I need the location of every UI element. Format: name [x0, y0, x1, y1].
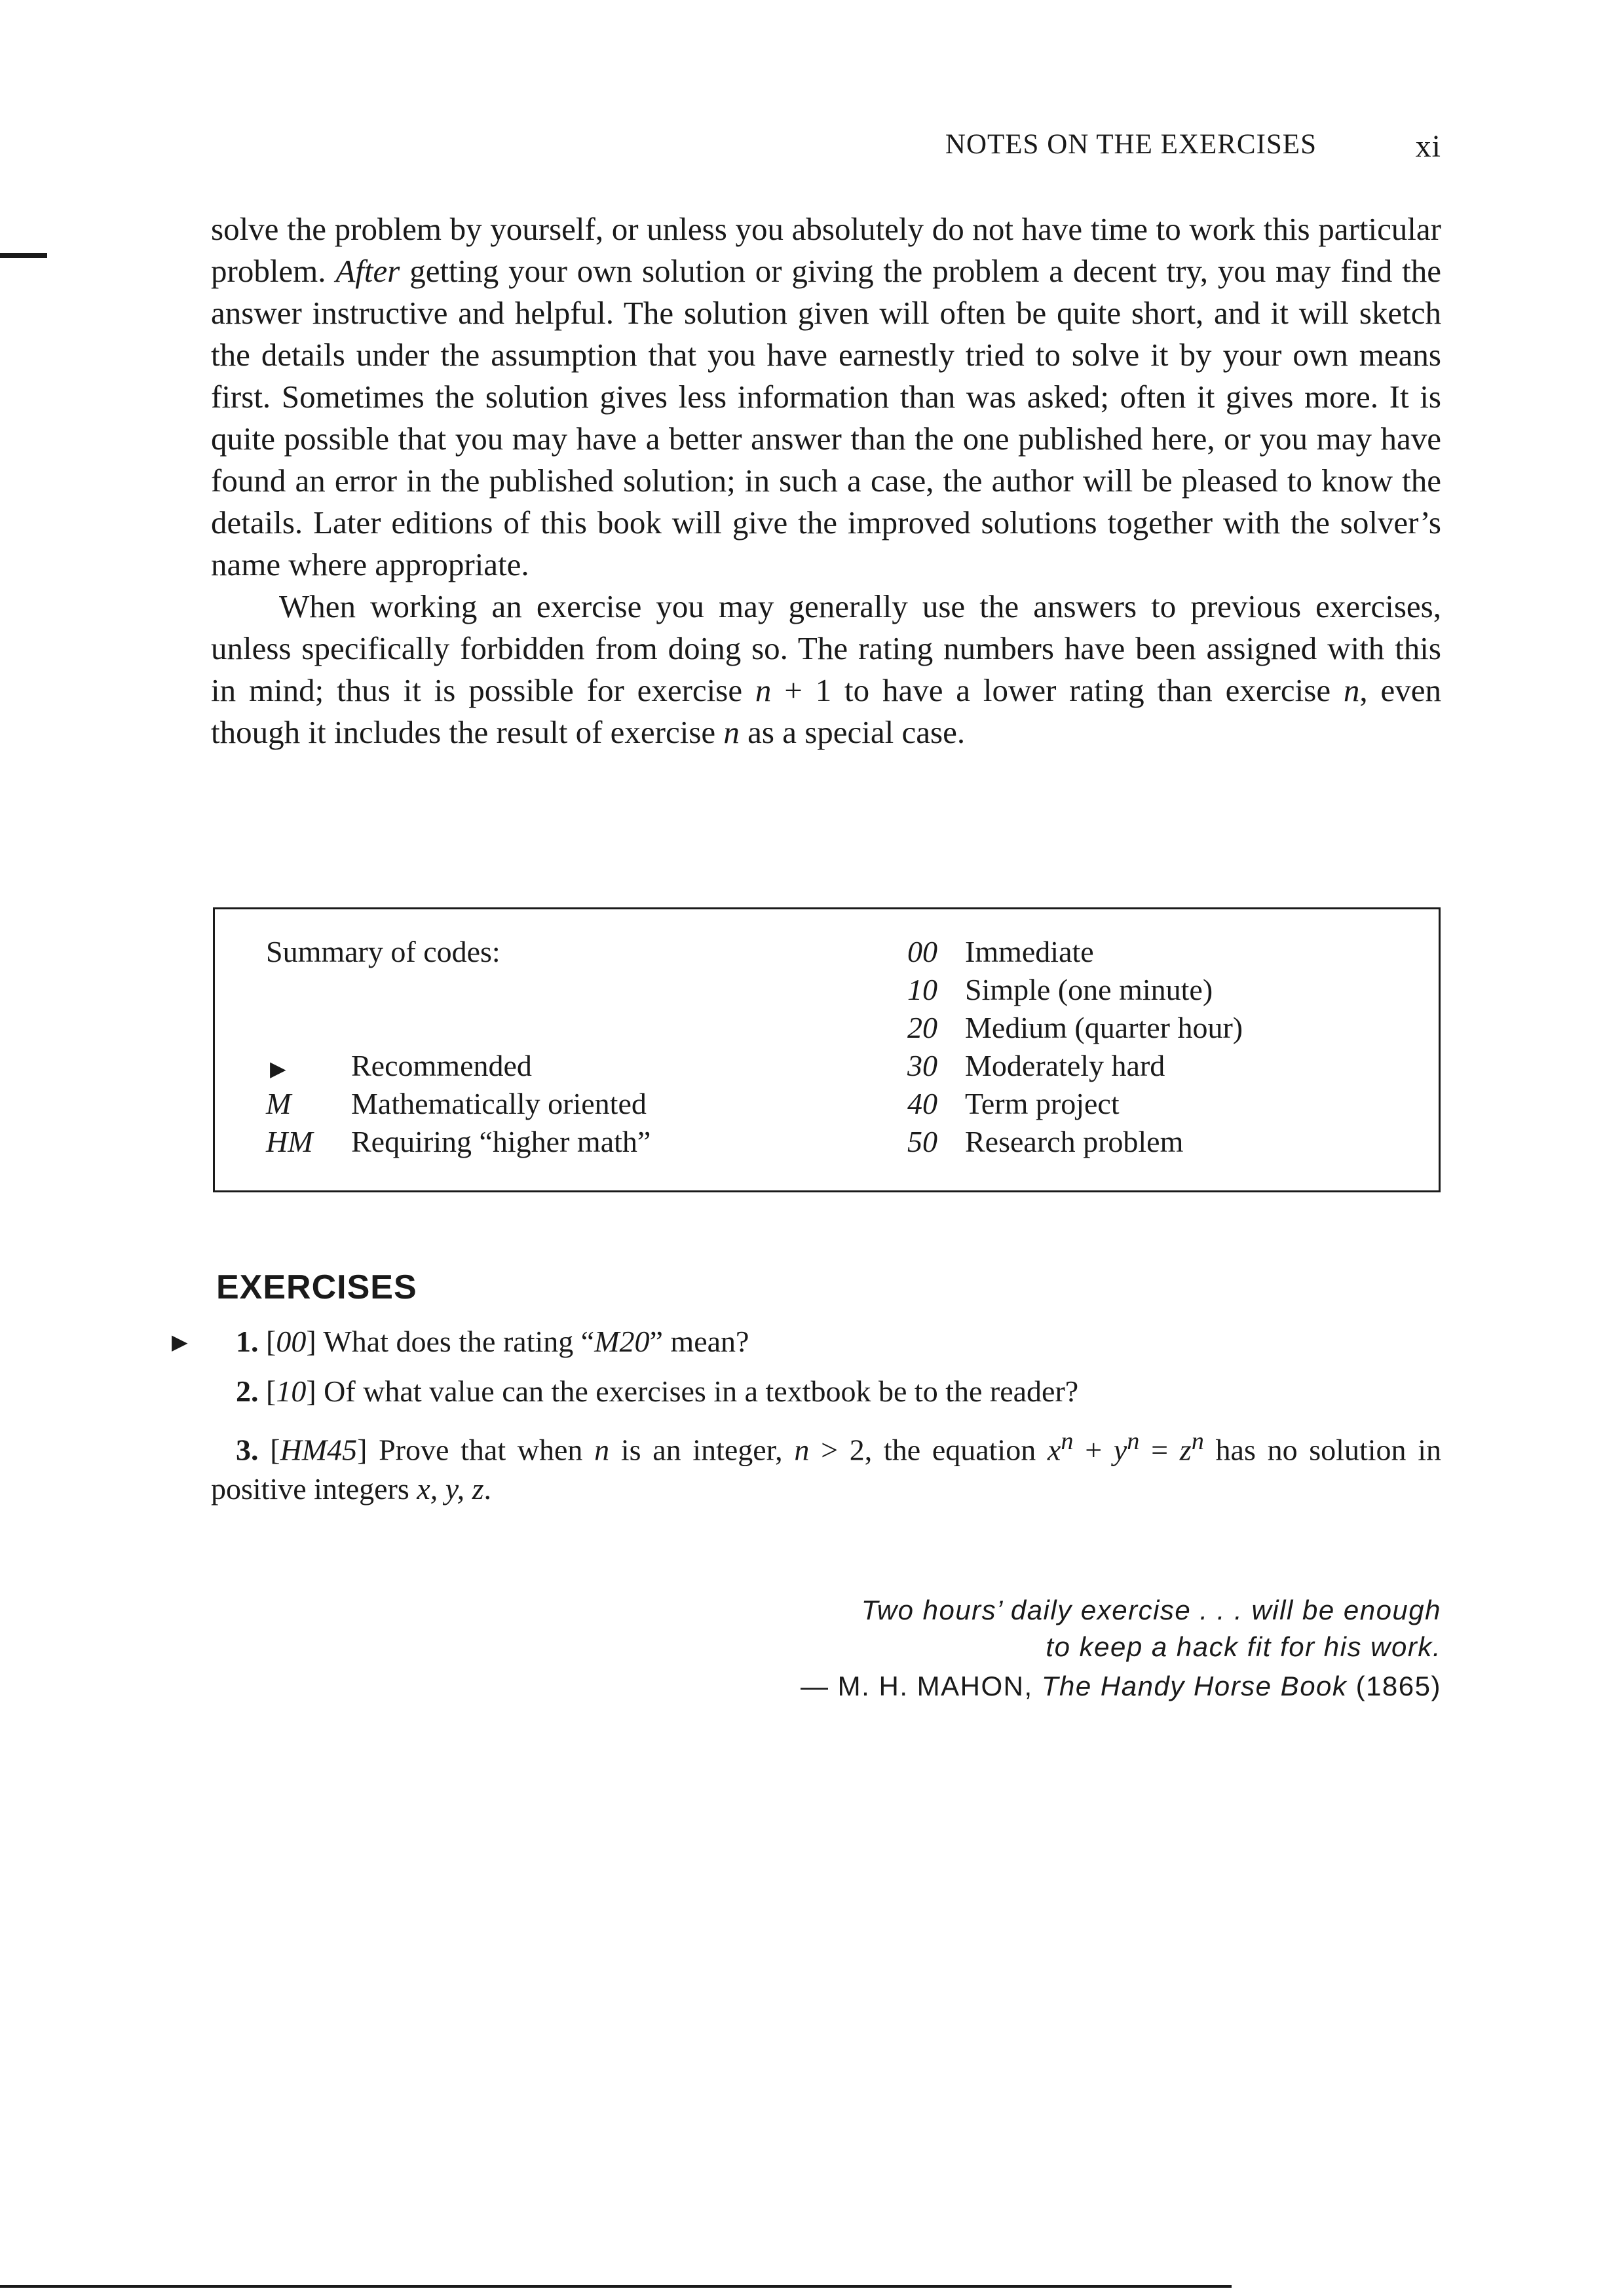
summary-of-codes-box [213, 907, 1441, 1192]
rating-bracket-close: ] [357, 1433, 368, 1467]
recommended-triangle-icon: ▶ [172, 1330, 188, 1354]
rating-code: 20 [907, 1011, 937, 1044]
rating-meaning: Simple (one minute) [965, 973, 1213, 1006]
rating-meaning: Research problem [965, 1125, 1184, 1158]
paragraph-2-text-b: + 1 to have a lower rating than exercise [771, 672, 1344, 708]
rating-meaning: Immediate [965, 935, 1094, 968]
exercise-text: ” mean? [649, 1325, 749, 1358]
math-exponent-n: n [1061, 1428, 1074, 1455]
rating-bracket-open: [ [270, 1433, 280, 1467]
rating-meaning: Medium (quarter hour) [965, 1011, 1243, 1044]
page-number: xi [1415, 129, 1441, 164]
math-n: n [1343, 672, 1360, 708]
exercise-rating: HM45 [280, 1433, 358, 1467]
bottom-rule [0, 2285, 1232, 2288]
exercise-number: 3. [236, 1433, 259, 1467]
rating-meaning: Term project [965, 1087, 1120, 1120]
math-equals: = [1139, 1433, 1180, 1467]
epigraph-year: (1865) [1347, 1671, 1441, 1701]
recommended-triangle-icon: ▶ [270, 1057, 286, 1080]
math-n: n [794, 1433, 810, 1467]
code-meaning: Requiring “higher math” [351, 1125, 651, 1158]
epigraph-author: — M. H. MAHON, [801, 1671, 1042, 1701]
exercise-list [172, 1322, 1441, 1519]
epigraph-quote-line-1: Two hours’ daily exercise . . . will be enough [861, 1595, 1441, 1625]
rating-code: 40 [907, 1087, 937, 1120]
rating-bracket-open: [ [266, 1325, 276, 1358]
rating-row-00 [870, 934, 1094, 972]
paragraph-2-text-c: , even though it includes the result of exercise [211, 672, 1441, 750]
math-y: y [1113, 1433, 1127, 1467]
math-z: z [1179, 1433, 1192, 1467]
epigraph-book-title: The Handy Horse Book [1041, 1671, 1348, 1701]
math-variables: x, y, z [417, 1472, 484, 1506]
rating-row-30 [870, 1048, 1165, 1086]
paragraph-2-text-d: as a special case. [739, 714, 966, 750]
rating-row-50 [870, 1124, 1183, 1162]
rating-row-20 [870, 1010, 1243, 1048]
epigraph-quote-line-2: to keep a hack fit for his work. [1046, 1631, 1441, 1662]
exercise-text: . [483, 1472, 491, 1506]
exercises-heading: EXERCISES [216, 1268, 417, 1306]
exercise-text: Of what value can the exercises in a textbook be to the reader? [316, 1374, 1079, 1408]
epigraph [590, 1592, 1441, 1705]
exercise-1 [172, 1322, 1441, 1361]
body-text [211, 208, 1441, 753]
exercise-number: 2. [236, 1374, 259, 1408]
emphasis-after: After [335, 253, 400, 289]
exercise-rating: 10 [276, 1374, 307, 1408]
rating-bracket-close: ] [306, 1325, 316, 1358]
exercise-text: What does the rating “ [316, 1325, 595, 1358]
rating-bracket-open: [ [266, 1374, 276, 1408]
margin-mark [0, 253, 47, 258]
rating-row-40 [870, 1086, 1120, 1124]
paragraph-1-text-a: solve the problem by yourself, or unless you absolutely do not have time to work this particular problem. [211, 211, 1441, 289]
exercise-rating: 00 [276, 1325, 307, 1358]
math-n: n [755, 672, 772, 708]
code-meaning: Mathematically oriented [351, 1087, 647, 1120]
exercise-3 [211, 1422, 1441, 1509]
epigraph-attribution [590, 1668, 1441, 1705]
exercise-text: Prove that when [367, 1433, 595, 1467]
code-meaning: Recommended [351, 1049, 532, 1082]
summary-label: Summary of codes: [266, 935, 500, 968]
running-head-title: NOTES ON THE EXERCISES [945, 129, 1317, 160]
code-symbol: HM [266, 1125, 313, 1158]
rating-code: 30 [907, 1049, 937, 1082]
exercise-text: has no solution in positive integers [211, 1433, 1441, 1506]
exercise-text: is an integer, [609, 1433, 795, 1467]
code-row-mathematical [266, 1086, 647, 1124]
code-row-higher-math [266, 1124, 651, 1162]
exercise-2 [211, 1372, 1441, 1411]
rating-code: 00 [907, 935, 937, 968]
rating-code: 10 [907, 973, 937, 1006]
exercise-text-rating-m20: M20 [594, 1325, 650, 1358]
rating-row-10 [870, 972, 1213, 1010]
paragraph-1-text-b: getting your own solution or giving the problem a decent try, you may find the answer instructive and helpful. The solution given will often be quite short, and it will sketch the details under the assumption that you have earnestly tried to solve it by your own means first. Sometimes the solution gives less information than was asked; often it gives more. It is quite possible that you may have a better answer than the one published here, or you may have found an error in the published solution; in such a case, the author will be pleased to know the details. Later editions of this book will give the improved solutions together with the solver’s name where appropriate. [211, 253, 1441, 582]
math-n: n [594, 1433, 610, 1467]
math-exponent-n: n [1127, 1428, 1140, 1455]
math-n: n [723, 714, 740, 750]
code-row-recommended [266, 1048, 532, 1086]
rating-bracket-close: ] [306, 1374, 316, 1408]
rating-code: 50 [907, 1125, 937, 1158]
math-plus: + [1073, 1433, 1114, 1467]
rating-meaning: Moderately hard [965, 1049, 1165, 1082]
exercise-number: 1. [236, 1325, 259, 1358]
math-x: x [1047, 1433, 1061, 1467]
paragraph-2-text-a: When working an exercise you may generally use the answers to previous exercises, unless specifically forbidden from doing so. The rating numbers have been assigned with this in mind; thus it is possible for exercise [211, 588, 1441, 708]
code-symbol: M [266, 1087, 292, 1120]
math-exponent-n: n [1191, 1428, 1204, 1455]
exercise-text: > 2, the equation [809, 1433, 1048, 1467]
paragraph-1 [211, 208, 1441, 586]
running-head [852, 128, 1441, 168]
paragraph-2 [211, 586, 1441, 753]
